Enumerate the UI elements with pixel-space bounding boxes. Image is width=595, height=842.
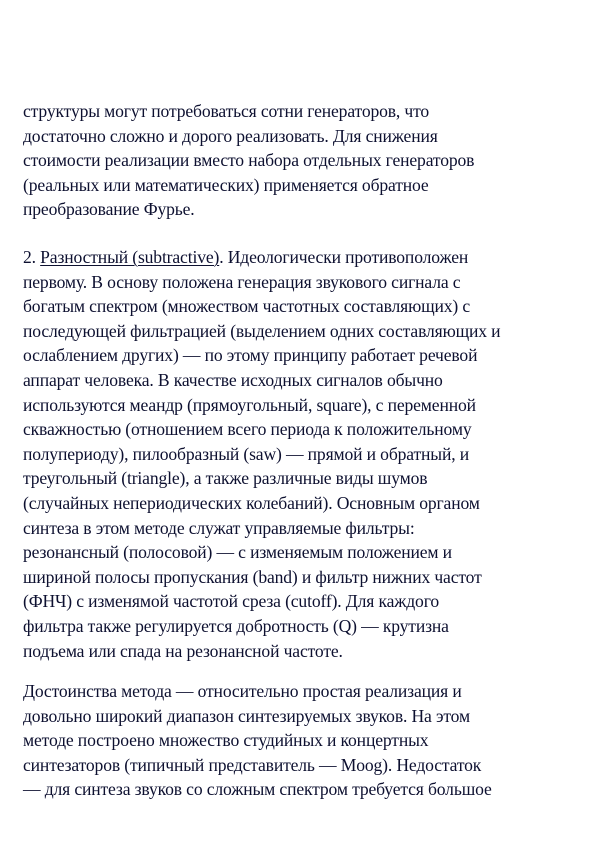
text-line: методе построено множество студийных и концертных [23,730,429,751]
paragraph-1 [23,99,583,222]
section-term: Разностный (subtractive) [40,247,220,267]
text-line: аппарат человека. В качестве исходных сигналов обычно [23,369,443,390]
list-number: 2. [23,247,41,267]
text-line: (реальных или математических) применяется обратное [23,174,429,195]
text-line: (случайных непериодических колебаний). Основным органом [23,492,480,513]
text-line: последующей фильтрацией (выделением одних составляющих и [23,320,501,341]
text-line: преобразование Фурье. [23,199,195,220]
text-line: первому. В основу положена генерация звукового сигнала с [23,271,461,292]
text-line: довольно широкий диапазон синтезируемых звуков. На этом [23,705,470,726]
text-line: структуры могут потребоваться сотни генераторов, что [23,101,430,121]
text-line: полупериоду), пилообразный (saw) — прямой и обратный, и [23,443,469,464]
text-line: стоимости реализации вместо набора отдельных генераторов [23,150,475,171]
paragraph-2-first-line [23,245,583,270]
text-line: ослаблением других) — по этому принципу работает речевой [23,345,478,366]
text-line: подъема или спада на резонансной частоте. [23,640,343,661]
text-line: (ФНЧ) с изменямой частотой среза (cutoff). Для каждого [23,591,439,612]
text-line: богатым спектром (множеством частотных составляющих) с [23,296,471,317]
text-line: резонансный (полосовой) — с изменяемым положением и [23,542,452,563]
text-line: достаточно сложно и дорого реализовать. Для снижения [23,125,438,146]
text-line: треугольный (triangle), а также различные виды шумов [23,468,428,489]
text-line: фильтра также регулируется добротность (Q) — крутизна [23,615,449,636]
paragraph-3 [23,679,583,802]
text-line: синтеза в этом методе служат управляемые фильтры: [23,517,415,538]
first-line-text: . Идеологически противоположен [219,247,469,267]
text-line: синтезаторов (типичный представитель — Moog). Недостаток [23,754,482,775]
text-line: Достоинства метода — относительно простая реализация и [23,681,462,701]
text-line: — для синтеза звуков со сложным спектром требуется большое [23,779,492,800]
paragraph-2 [23,245,583,663]
text-line: используются меандр (прямоугольный, square), с переменной [23,394,476,415]
text-line: скважностью (отношением всего периода к положительному [23,419,472,440]
text-line: шириной полосы пропускания (band) и фильтр нижних частот [23,566,482,587]
